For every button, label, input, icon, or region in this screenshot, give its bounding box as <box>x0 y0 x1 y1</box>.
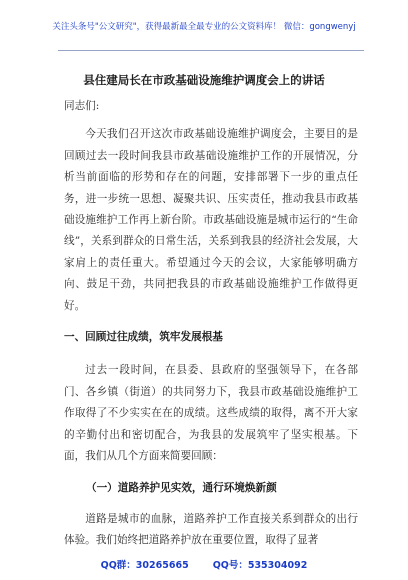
subsection-heading: （一）道路养护见实效，通行环境焕新颜 <box>86 481 277 494</box>
qq-group-label: QQ群：30265665 <box>100 560 189 571</box>
greeting: 同志们: <box>64 100 100 112</box>
footer <box>0 557 408 571</box>
section-heading: 一、回顾过往成绩，筑牢发展根基 <box>64 331 223 344</box>
section-paragraph: 过去一段时间，在县委、县政府的坚强领导下，在各部门、各乡镇（街道）的共同努力下，我县市政基础设施维护工作取得了不少实实在在的成绩。这些成绩的取得，离不开大家的辛勤付出和密切配合，为我县的发展筑牢了坚实根基。下面，我们从几个方面来简要回顾： <box>64 364 358 463</box>
header-divider <box>58 50 364 51</box>
intro-paragraph: 今天我们召开这次市政基础设施维护调度会，主要目的是回顾过去一段时间我县市政基础设施维护工作的开展情况，分析当前面临的形势和存在的问题，安排部署下一步的重点任务，进一步统一思想、凝聚共识、压实责任，推动我县市政基础设施维护工作再上新台阶。市政基础设施是城市运行的“生命线”，关系到群众的日常生活，关系到我县的经济社会发展，大家肩上的责任重大。希望通过今天的会议，大家能够明确方向、鼓足干劲，共同把我县的市政基础设施维护工作做得更好。 <box>64 128 358 312</box>
document-body <box>64 96 358 562</box>
qq-number-label: QQ号：535304092 <box>212 560 308 571</box>
header-banner: 关注头条号"公文研究"，获得最新最全最专业的公文资料库！ 微信：gongwenyj <box>52 22 356 32</box>
document-title: 县住建局长在市政基础设施维护调度会上的讲话 <box>83 73 325 87</box>
subsection-paragraph: 道路是城市的血脉，道路养护工作直接关系到群众的出行体验。我们始终把道路养护放在重要位置，取得了显著 <box>64 512 358 547</box>
